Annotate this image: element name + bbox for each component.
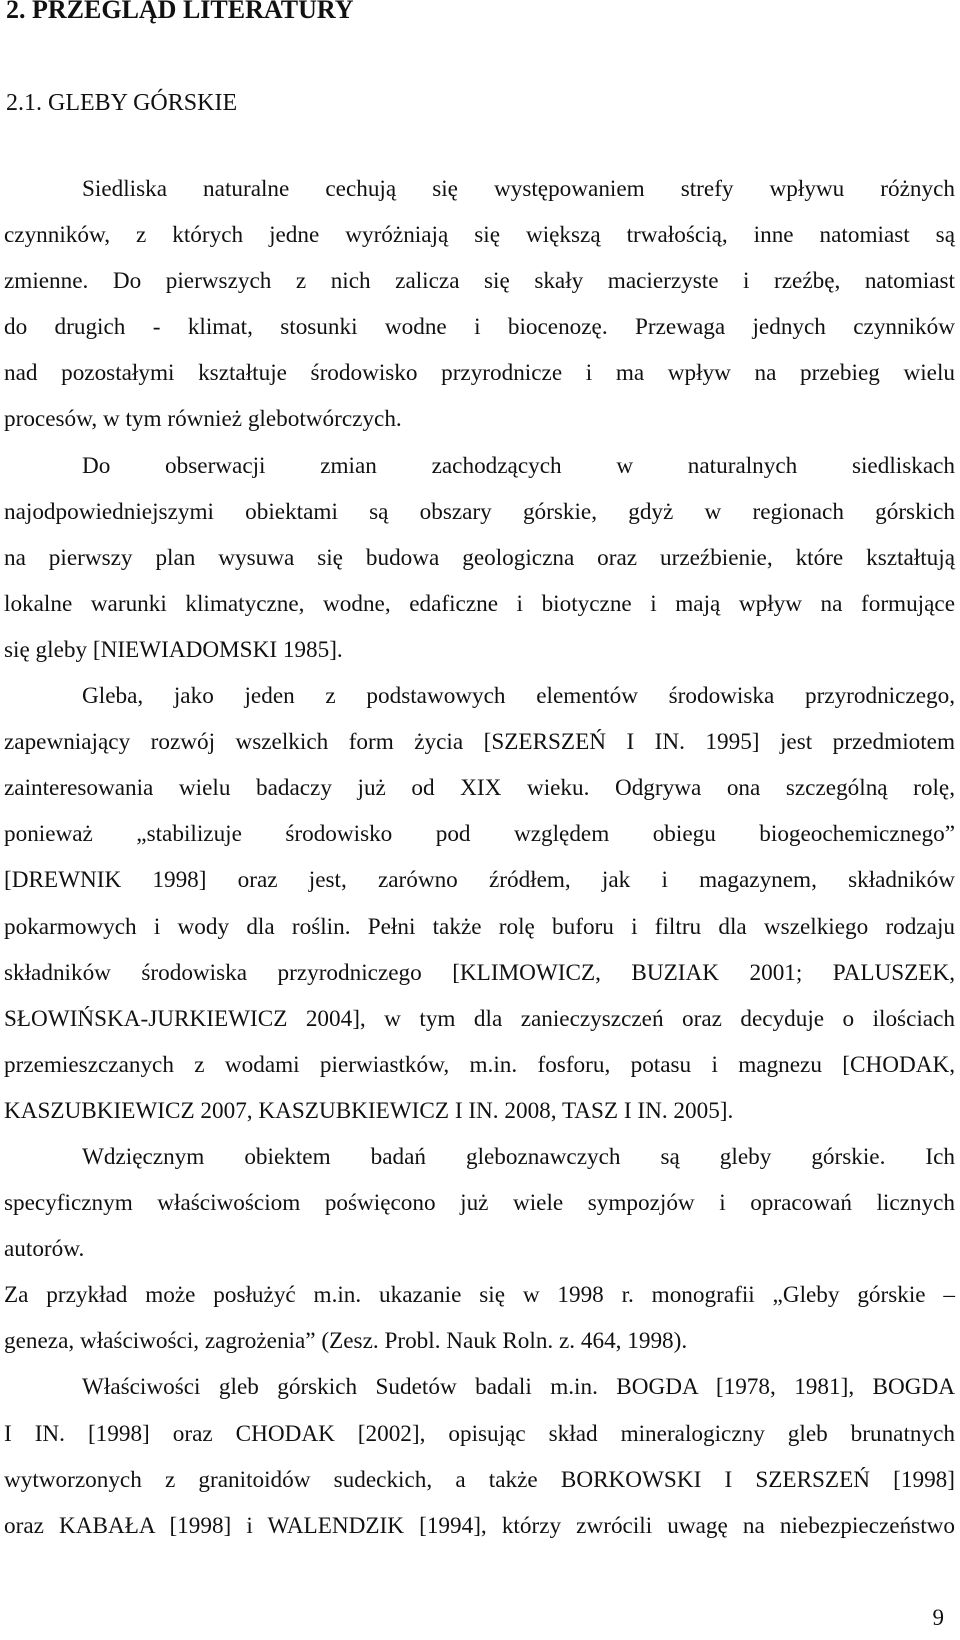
text-line: do drugich - klimat, stosunki wodne i biocenozę. Przewaga jednych czynników — [4, 314, 955, 341]
text-line: I IN. [1998] oraz CHODAK [2002], opisując skład mineralogiczny gleb brunatnych — [4, 1420, 955, 1447]
text-line: nad pozostałymi kształtuje środowisko przyrodnicze i ma wpływ na przebieg wielu — [4, 360, 955, 387]
text-line: SŁOWIŃSKA-JURKIEWICZ 2004], w tym dla zanieczyszczeń oraz decyduje o ilościach — [4, 1005, 955, 1032]
text-line: na pierwszy plan wysuwa się budowa geologiczna oraz urzeźbienie, które kształtują — [4, 544, 955, 571]
text-line: składników środowiska przyrodniczego [KLIMOWICZ, BUZIAK 2001; PALUSZEK, — [4, 959, 955, 986]
text-line: Gleba, jako jeden z podstawowych elementów środowiska przyrodniczego, — [82, 683, 955, 710]
text-line: ponieważ „stabilizuje środowisko pod względem obiegu biogeochemicznego” — [4, 821, 955, 848]
text-line: specyficznym właściwościom poświęcono już wiele sympozjów i opracowań licznych — [4, 1190, 955, 1217]
section-heading: 2.1. GLEBY GÓRSKIE — [6, 90, 238, 116]
text-line: [DREWNIK 1998] oraz jest, zarówno źródłem, jak i magazynem, składników — [4, 867, 955, 894]
text-line: pokarmowych i wody dla roślin. Pełni także rolę buforu i filtru dla wszelkiego rodzaju — [4, 913, 955, 940]
text-line: zainteresowania wielu badaczy już od XIX wieku. Odgrywa ona szczególną rolę, — [4, 775, 955, 802]
text-line: Wdzięcznym obiektem badań gleboznawczych są gleby górskie. Ich — [82, 1143, 955, 1170]
text-line: Za przykład może posłużyć m.in. ukazanie się w 1998 r. monografii „Gleby górskie – — [4, 1282, 955, 1309]
text-line: przemieszczanych z wodami pierwiastków, m.in. fosforu, potasu i magnezu [CHODAK, — [4, 1051, 955, 1078]
text-line: najodpowiedniejszymi obiektami są obszary górskie, gdyż w regionach górskich — [4, 498, 955, 525]
chapter-heading: 2. PRZEGLĄD LITERATURY — [6, 0, 354, 24]
text-line: czynników, z których jedne wyróżniają się większą trwałością, inne natomiast są — [4, 222, 955, 249]
text-line: lokalne warunki klimatyczne, wodne, edaficzne i biotyczne i mają wpływ na formujące — [4, 590, 955, 617]
text-line: Siedliska naturalne cechują się występowaniem strefy wpływu różnych — [82, 176, 955, 202]
text-line: Do obserwacji zmian zachodzących w naturalnych siedliskach — [82, 452, 955, 479]
text-line: KASZUBKIEWICZ 2007, KASZUBKIEWICZ I IN. 2008, TASZ I IN. 2005]. — [4, 1097, 734, 1124]
page-number: 9 — [932, 1605, 944, 1630]
text-line: Właściwości gleb górskich Sudetów badali m.in. BOGDA [1978, 1981], BOGDA — [82, 1374, 955, 1401]
text-line: oraz KABAŁA [1998] i WALENDZIK [1994], którzy zwrócili uwagę na niebezpieczeństwo — [4, 1512, 955, 1539]
text-line: autorów. — [4, 1236, 85, 1263]
text-line: geneza, właściwości, zagrożenia” (Zesz. Probl. Nauk Roln. z. 464, 1998). — [4, 1328, 688, 1355]
body-text — [4, 166, 955, 1549]
text-line: się gleby [NIEWIADOMSKI 1985]. — [4, 636, 343, 663]
text-line: wytworzonych z granitoidów sudeckich, a także BORKOWSKI I SZERSZEŃ [1998] — [4, 1466, 955, 1493]
text-line: procesów, w tym również glebotwórczych. — [4, 406, 402, 433]
text-line: zapewniający rozwój wszelkich form życia [SZERSZEŃ I IN. 1995] jest przedmiotem — [4, 729, 955, 756]
text-line: zmienne. Do pierwszych z nich zalicza się skały macierzyste i rzeźbę, natomiast — [4, 268, 955, 295]
